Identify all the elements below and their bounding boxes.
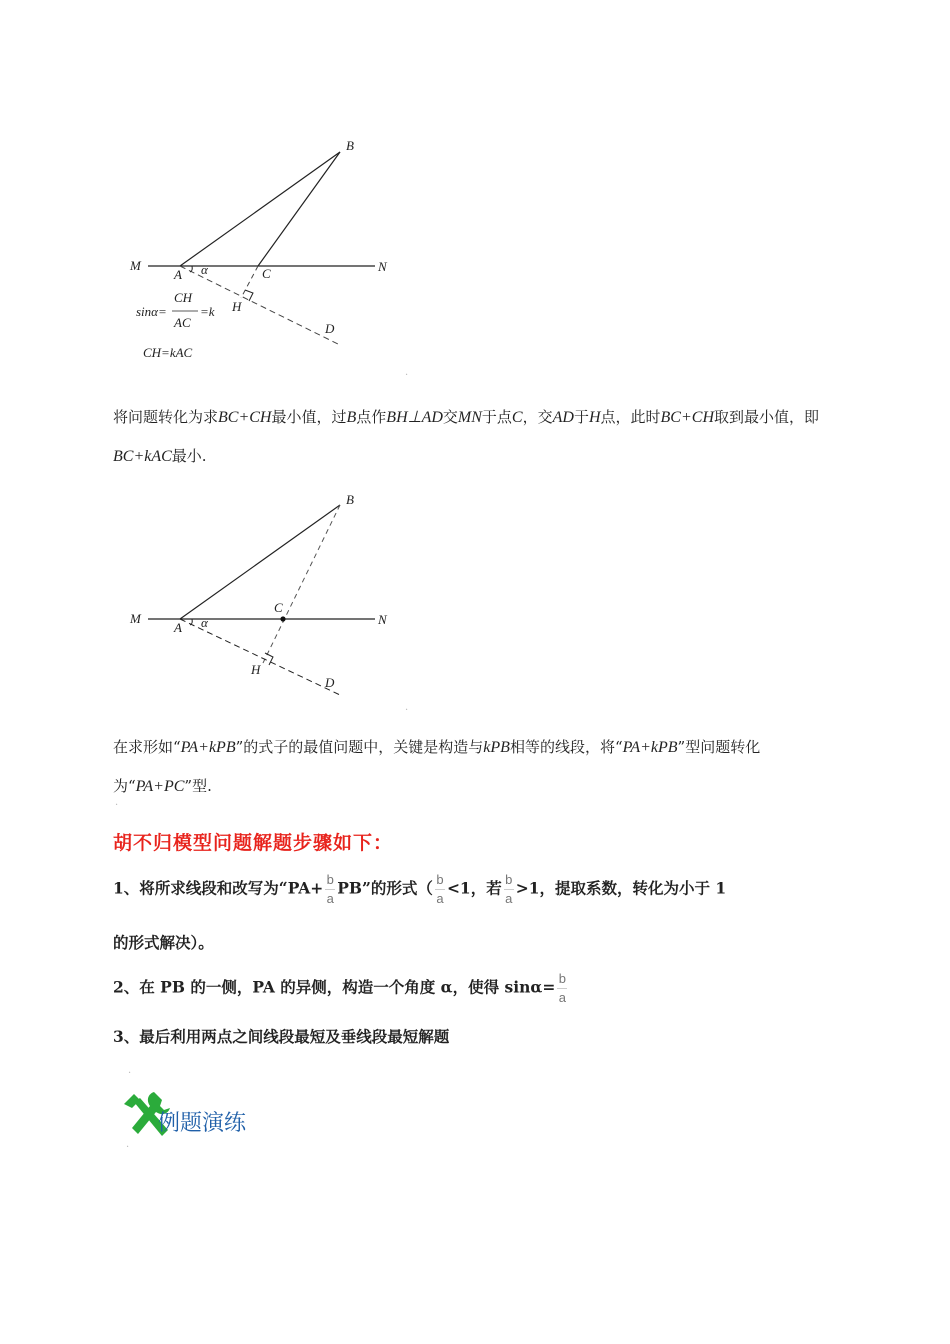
fraction-bar <box>435 889 445 890</box>
fraction-bar <box>557 988 567 989</box>
numerator: b <box>558 971 566 986</box>
label-b: B <box>346 138 354 153</box>
label-d: D <box>325 675 335 690</box>
math: kPB <box>483 739 510 756</box>
math: PA+kPB <box>622 739 678 756</box>
paragraph-mark: · <box>128 1068 132 1079</box>
math: PA+kPB <box>180 739 236 756</box>
ray-ad <box>180 619 340 695</box>
text: 点，此时 <box>600 408 661 426</box>
text: ，交 <box>522 408 553 426</box>
text: 最小值，过 <box>271 408 347 426</box>
text: 交 <box>442 408 458 426</box>
math: BC+CH <box>660 409 714 426</box>
step-1-text: 1、将所求线段和改写为“PA+ <box>113 878 324 898</box>
step-1-text: >1，提取系数，转化为小于 1 <box>515 878 727 898</box>
formula-numerator: CH <box>174 290 193 305</box>
label-d: D <box>325 321 335 336</box>
text: ”型. <box>184 777 212 795</box>
segment-bc <box>258 152 340 266</box>
math: BC+kAC <box>113 448 172 465</box>
label-n: N <box>378 612 387 627</box>
section-example-practice <box>118 1084 298 1144</box>
denominator: a <box>326 891 334 906</box>
fraction-bar <box>504 889 514 890</box>
segment-ab <box>180 505 340 619</box>
fraction-b-over-a <box>557 972 567 1005</box>
figure-2 <box>0 485 420 715</box>
label-c: C <box>262 266 271 281</box>
numerator: b <box>505 872 513 887</box>
segment-ab <box>180 152 340 266</box>
point-c <box>280 616 285 621</box>
numerator: b <box>326 872 334 887</box>
formula-right: =k <box>200 304 215 319</box>
label-b: B <box>346 492 354 507</box>
fraction-b-over-a <box>435 873 445 906</box>
fraction-bar <box>325 889 335 890</box>
paragraph-mark: · <box>115 800 119 811</box>
text: 将问题转化为求 <box>113 408 219 426</box>
label-alpha: α <box>201 262 208 277</box>
section-title: 例题演练 <box>158 1111 247 1136</box>
math: BH⊥AD <box>386 409 443 426</box>
text: ”型问题转化为“ <box>113 738 761 795</box>
text: 相等的线段，将“ <box>509 738 623 756</box>
step-1-text: PB”的形式（ <box>337 878 433 898</box>
paragraph-mark: · <box>405 705 409 716</box>
label-alpha: α <box>201 615 208 630</box>
fraction-b-over-a <box>325 873 335 906</box>
step-2 <box>113 972 837 1005</box>
label-a: A <box>174 267 182 282</box>
text: 在求形如“ <box>113 738 181 756</box>
paragraph-2 <box>113 728 837 806</box>
paragraph-1 <box>113 398 837 476</box>
step-1-text: <1，若 <box>446 878 502 898</box>
math: C <box>511 409 523 426</box>
label-c: C <box>274 600 283 615</box>
step-3-text: 3、最后利用两点之间线段最短及垂线段最短解题 <box>113 1027 450 1046</box>
label-m: M <box>130 258 141 273</box>
step-1-text: 的形式解决）。 <box>113 933 214 952</box>
right-angle-mark <box>245 290 253 301</box>
figure-1 <box>0 130 420 380</box>
figure-2-svg <box>0 485 420 715</box>
denominator: a <box>558 990 566 1005</box>
label-h: H <box>251 662 261 677</box>
text: 于 <box>573 408 589 426</box>
label-m: M <box>130 611 141 626</box>
right-angle-mark <box>265 653 273 665</box>
step-1-continued <box>113 931 837 955</box>
steps-heading: 胡不归模型问题解题步骤如下： <box>113 832 394 854</box>
numerator: b <box>436 872 444 887</box>
label-a: A <box>174 620 182 635</box>
segment-ch <box>241 266 258 298</box>
label-n: N <box>378 259 387 274</box>
formula-left: sinα= <box>136 304 167 319</box>
formula-denominator: AC <box>174 315 191 330</box>
text: 最小. <box>171 447 207 465</box>
formula-ch-kac: CH=kAC <box>143 345 193 360</box>
step-3 <box>113 1025 837 1049</box>
math: H <box>588 409 601 426</box>
text: 点作 <box>356 408 387 426</box>
denominator: a <box>505 891 513 906</box>
text: ”的式子的最值问题中，关键是构造与 <box>235 738 484 756</box>
step-1 <box>113 873 837 906</box>
math: AD <box>552 409 574 426</box>
segment-bh <box>263 505 340 663</box>
denominator: a <box>436 891 444 906</box>
text: 取到最小值，即 <box>714 408 820 426</box>
paragraph-mark: · <box>405 370 409 381</box>
math: PA+PC <box>135 778 185 795</box>
math: BC+CH <box>218 409 272 426</box>
step-2-text: 2、在 PB 的一侧，PA 的异侧，构造一个角度 α，使得 sinα= <box>113 977 556 997</box>
figure-1-svg <box>0 130 420 380</box>
paragraph-mark: · <box>126 1142 130 1153</box>
label-h: H <box>232 299 242 314</box>
fraction-b-over-a <box>504 873 514 906</box>
math: B <box>346 409 357 426</box>
text: 于点 <box>481 408 512 426</box>
math: MN <box>457 409 482 426</box>
